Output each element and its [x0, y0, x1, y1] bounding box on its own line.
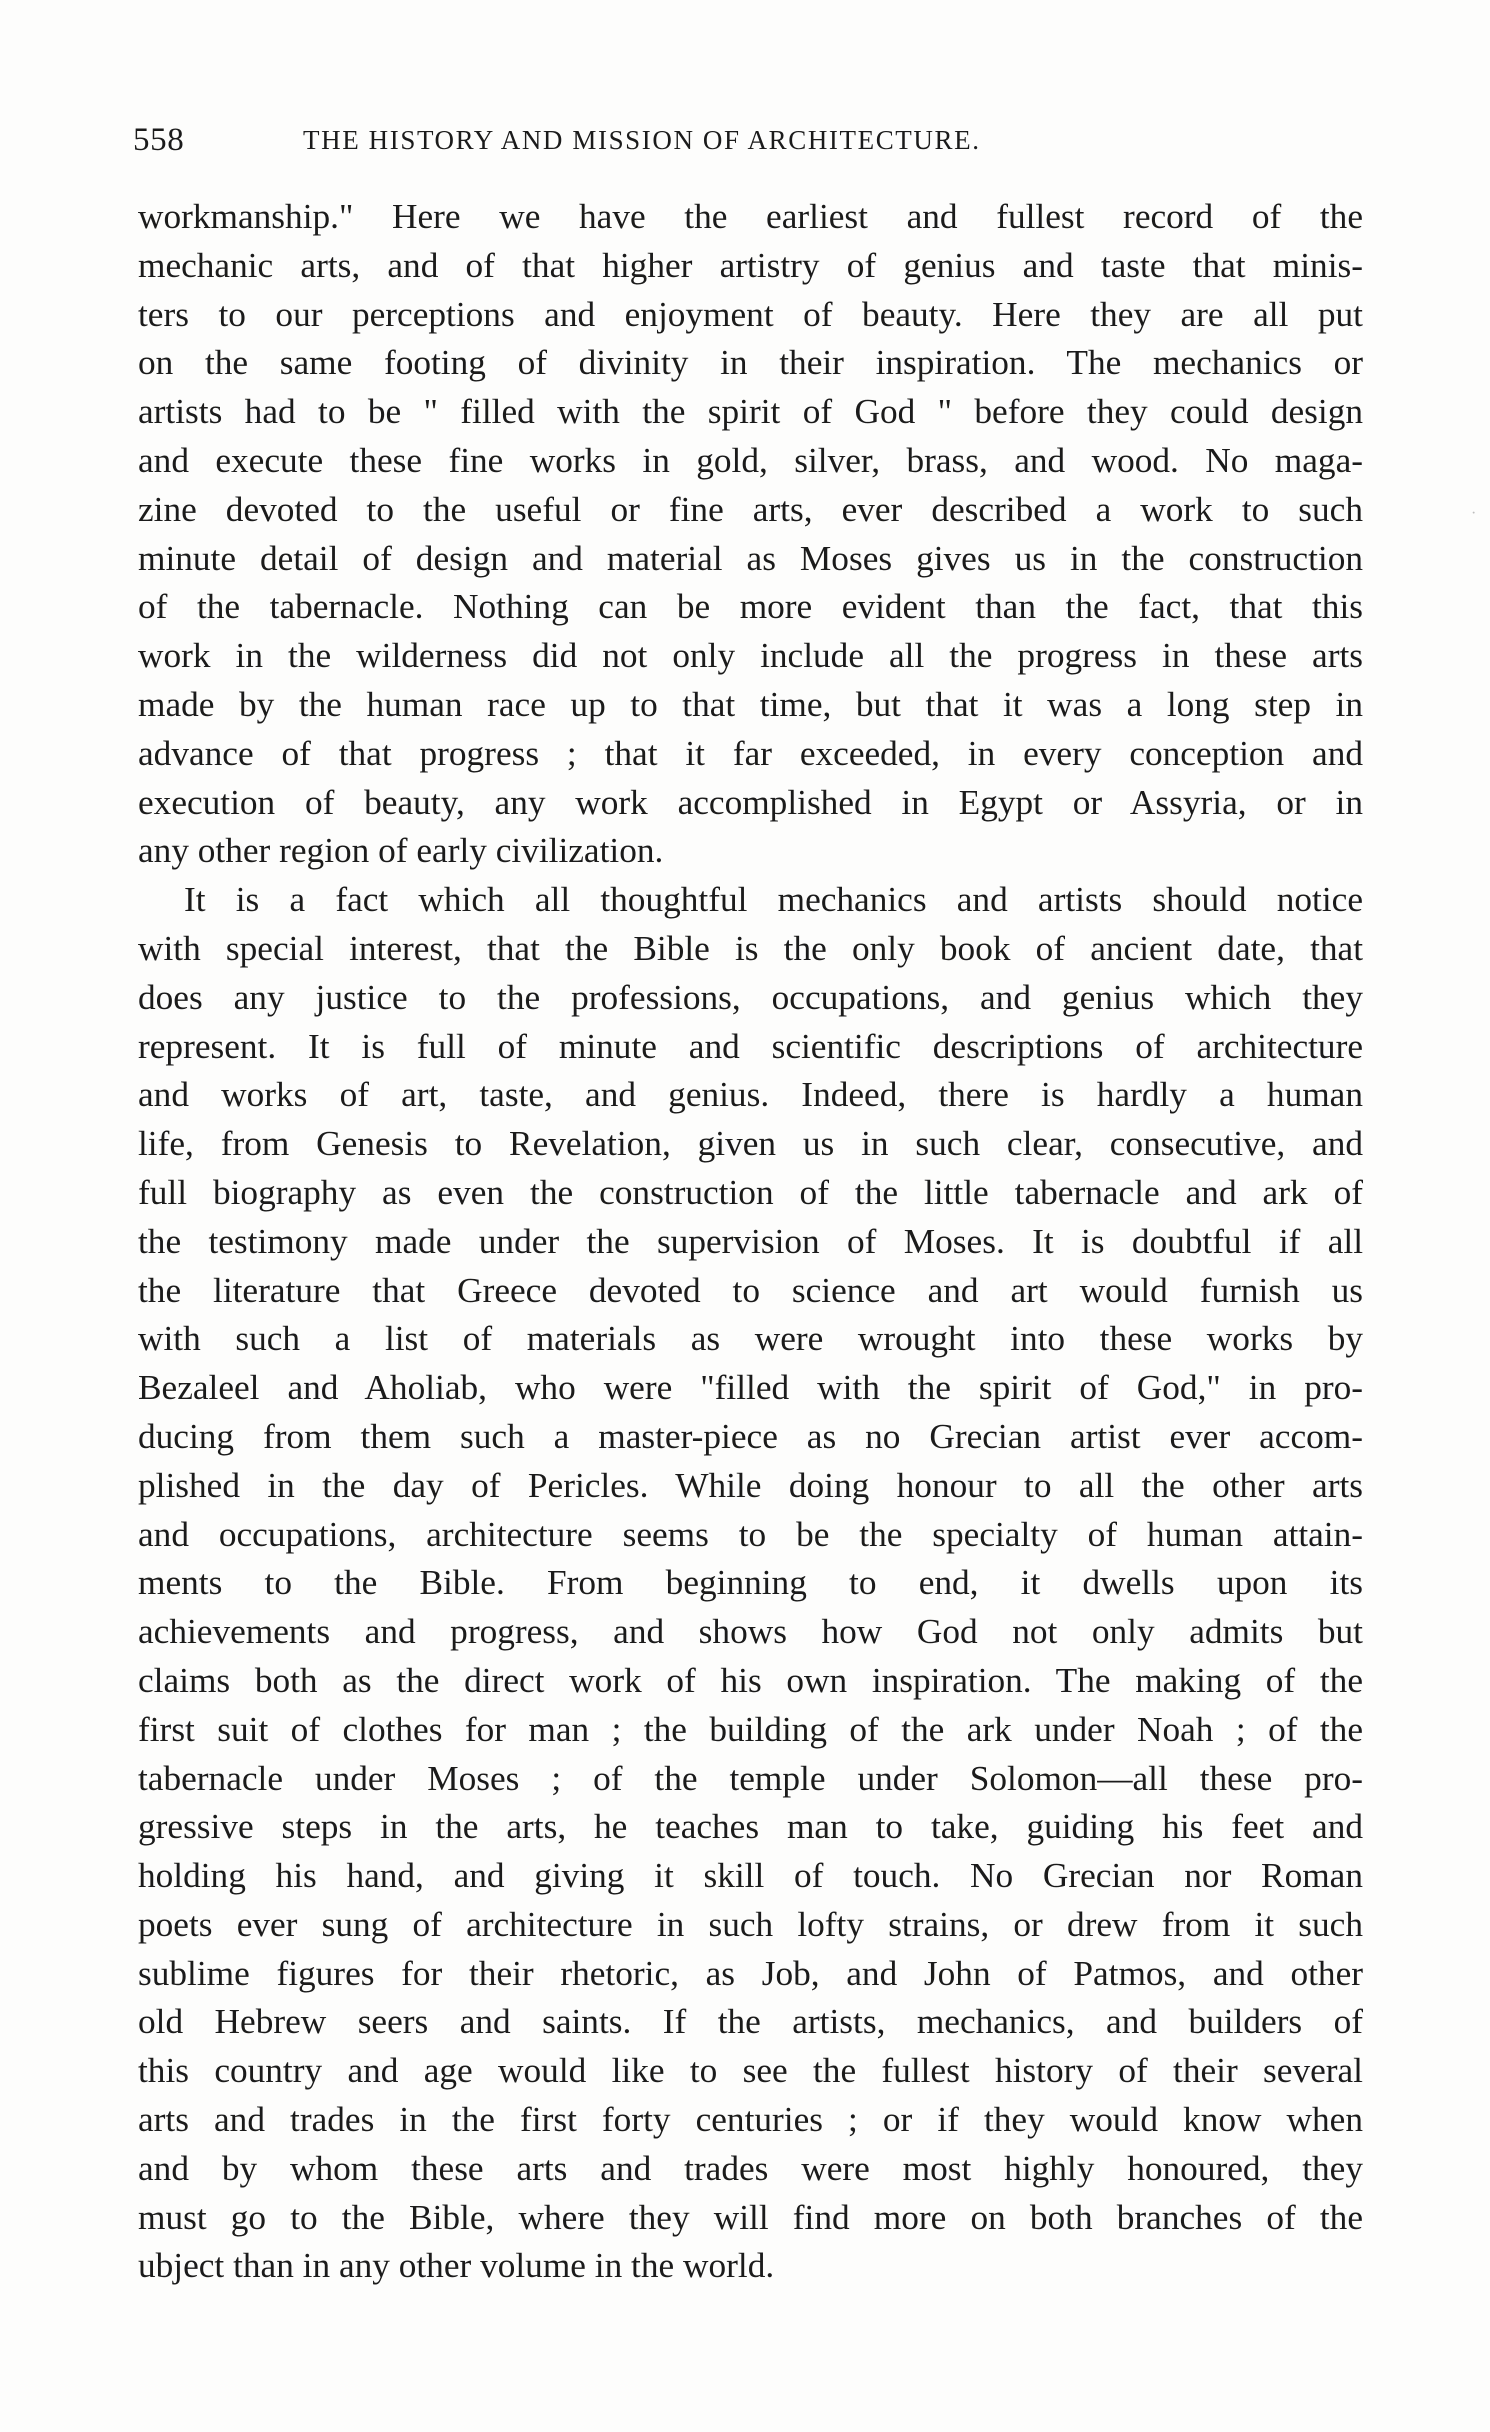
- text-line: claims both as the direct work of his own inspiration. The making of the: [138, 1660, 1363, 1700]
- paragraph-end-line: ubject than in any other volume in the world.: [138, 2246, 775, 2286]
- text-line: on the same footing of divinity in their inspiration. The mechanics or: [138, 343, 1363, 383]
- text-line: and occupations, architecture seems to be the specialty of human attain-: [138, 1514, 1363, 1554]
- text-line: execution of beauty, any work accomplished in Egypt or Assyria, or in: [138, 782, 1363, 822]
- text-line: of the tabernacle. Nothing can be more evident than the fact, that this: [138, 587, 1363, 627]
- text-line: made by the human race up to that time, but that it was a long step in: [138, 684, 1363, 724]
- text-line: arts and trades in the first forty centuries ; or if they would know when: [138, 2100, 1363, 2140]
- text-line: with such a list of materials as were wrought into these works by: [138, 1319, 1363, 1359]
- text-line: this country and age would like to see the fullest history of their several: [138, 2051, 1363, 2091]
- text-line: ments to the Bible. From beginning to end, it dwells upon its: [138, 1563, 1363, 1603]
- text-line: minute detail of design and material as Moses gives us in the construction: [138, 538, 1363, 578]
- text-line: gressive steps in the arts, he teaches man to take, guiding his feet and: [138, 1807, 1363, 1847]
- text-line: poets ever sung of architecture in such lofty strains, or drew from it such: [138, 1904, 1363, 1944]
- text-line: and execute these fine works in gold, silver, brass, and wood. No maga-: [138, 440, 1363, 480]
- text-line: first suit of clothes for man ; the building of the ark under Noah ; of the: [138, 1709, 1363, 1749]
- text-line: sublime figures for their rhetoric, as Job, and John of Patmos, and other: [138, 1953, 1363, 1993]
- text-line: mechanic arts, and of that higher artistry of genius and taste that minis-: [138, 245, 1363, 285]
- running-title: THE HISTORY AND MISSION OF ARCHITECTURE.: [303, 125, 981, 155]
- text-line: Bezaleel and Aholiab, who were "filled with the spirit of God," in pro-: [138, 1368, 1363, 1408]
- body-text: [138, 193, 1363, 2291]
- text-line: holding his hand, and giving it skill of touch. No Grecian nor Roman: [138, 1856, 1363, 1896]
- text-line: artists had to be " filled with the spirit of God " before they could design: [138, 392, 1363, 432]
- text-line: full biography as even the construction of the little tabernacle and ark of: [138, 1172, 1363, 1212]
- text-line: ducing from them such a master-piece as no Grecian artist ever accom-: [138, 1416, 1363, 1456]
- text-line: advance of that progress ; that it far exceeded, in every conception and: [138, 733, 1363, 773]
- text-line: achievements and progress, and shows how God not only admits but: [138, 1612, 1363, 1652]
- text-line: life, from Genesis to Revelation, given us in such clear, consecutive, and: [138, 1124, 1363, 1164]
- running-head: [133, 122, 1353, 162]
- text-line: and works of art, taste, and genius. Indeed, there is hardly a human: [138, 1075, 1363, 1115]
- paragraph-end-line: any other region of early civilization.: [138, 831, 664, 871]
- text-line: zine devoted to the useful or fine arts, ever described a work to such: [138, 489, 1363, 529]
- text-line: and by whom these arts and trades were most highly honoured, they: [138, 2148, 1363, 2188]
- text-line: workmanship." Here we have the earliest and fullest record of the: [138, 197, 1363, 236]
- paragraph-start-line: It is a fact which all thoughtful mechanics and artists should notice: [184, 880, 1363, 920]
- text-line: with special interest, that the Bible is the only book of ancient date, that: [138, 928, 1363, 968]
- scan-speck: ·: [1471, 505, 1477, 522]
- text-line: plished in the day of Pericles. While doing honour to all the other arts: [138, 1465, 1363, 1505]
- text-line: old Hebrew seers and saints. If the artists, mechanics, and builders of: [138, 2002, 1363, 2042]
- page-number: 558: [133, 122, 185, 158]
- text-line: tabernacle under Moses ; of the temple under Solomon—all these pro-: [138, 1758, 1363, 1798]
- text-line: work in the wilderness did not only include all the progress in these arts: [138, 636, 1363, 676]
- text-line: does any justice to the professions, occupations, and genius which they: [138, 977, 1363, 1017]
- text-line: ters to our perceptions and enjoyment of beauty. Here they are all put: [138, 294, 1363, 334]
- text-line: must go to the Bible, where they will find more on both branches of the: [138, 2197, 1363, 2237]
- text-line: the literature that Greece devoted to science and art would furnish us: [138, 1270, 1363, 1310]
- text-line: represent. It is full of minute and scientific descriptions of architecture: [138, 1026, 1363, 1066]
- text-line: the testimony made under the supervision of Moses. It is doubtful if all: [138, 1221, 1363, 1261]
